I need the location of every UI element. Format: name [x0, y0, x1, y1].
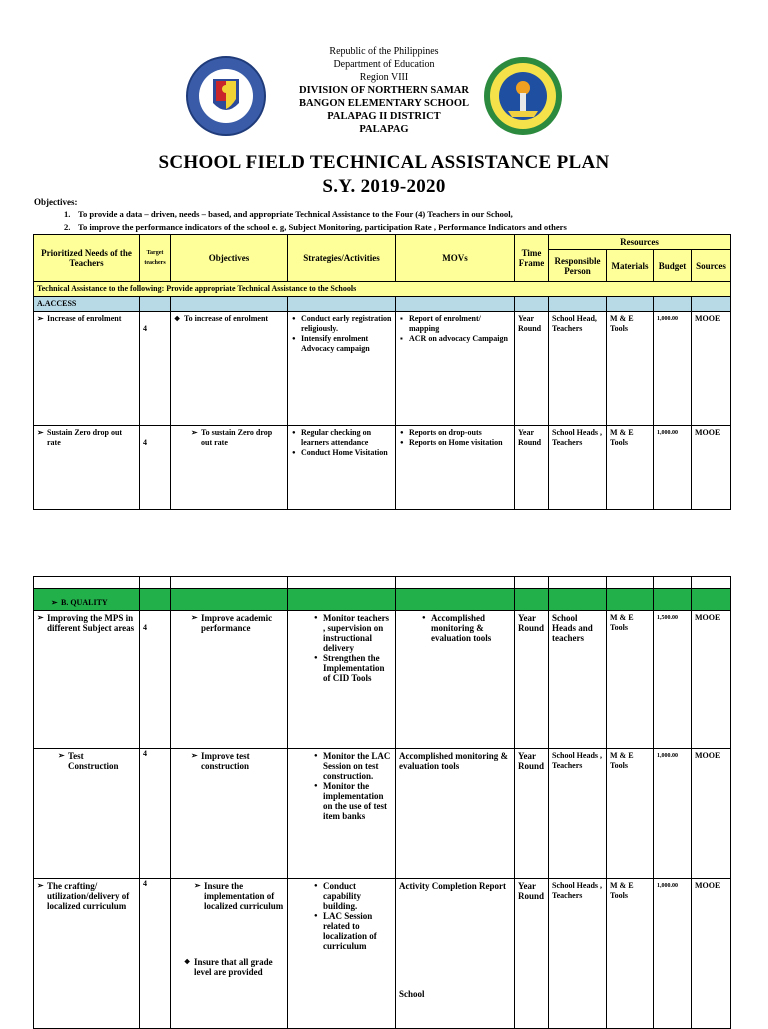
header-department: Department of Education	[333, 59, 435, 70]
header-timeframe: Time Frame	[515, 235, 549, 282]
page-title: SCHOOL FIELD TECHNICAL ASSISTANCE PLAN	[158, 152, 610, 173]
header-district: PALAPAG II DISTRICT	[327, 111, 441, 122]
table-row: ➢ Sustain Zero drop out rate 4 ➢ To sustain Zero drop out rate ● Regular checking on learners attendance ● Conduct Home Visitation ● Reports on drop-outs ● Reports on Home visitation Year Round School Heads , Teachers M & E Tools 1,000.00 MOOE	[34, 426, 731, 510]
header-town: PALAPAG	[359, 124, 409, 135]
objective-item-2: 2. To improve the performance indicators of the school e. g, Subject Monitoring, participation Rate , Performance Indicators and others	[64, 222, 567, 232]
header-responsible: Responsible Person	[549, 250, 607, 282]
header-region: Region VIII	[359, 72, 409, 83]
header-strategies: Strategies/Activities	[288, 235, 396, 282]
plan-table-quality	[33, 576, 731, 1029]
section-access: A.ACCESS	[34, 297, 140, 312]
header-resources: Resources	[549, 235, 731, 250]
header-sources: Sources	[692, 250, 731, 282]
header-movs: MOVs	[396, 235, 515, 282]
header-needs: Prioritized Needs of the Teachers	[34, 235, 140, 282]
header-objectives: Objectives	[171, 235, 288, 282]
header-division: DIVISION OF NORTHERN SAMAR	[299, 85, 469, 96]
table-row: ➢ Increase of enrolment 4 ❖ To increase of enrolment ● Conduct early registration religiously. ● Intensify enrolment Advocacy campaign ▪ Report of enrolment/ mapping ▪ ACR on advocacy Campaign Year Round School Head, Teachers M & E Tools 1,000.00 MOOE	[34, 312, 731, 426]
header-materials: Materials	[607, 250, 654, 282]
plan-table-access	[33, 234, 731, 510]
section-quality: ➢ B. QUALITY	[61, 598, 136, 608]
ta-banner: Technical Assistance to the following: Provide appropriate Technical Assistance to the Schools	[34, 282, 731, 297]
table-row: ➢ Test Construction 4 ➢ Improve test construction ● Monitor the LAC Session on test construction. ● Monitor the implementation on the use of test item banks Accomplished monitoring & evaluation tools Year Round School Heads , Teachers M & E Tools 1,000.00 MOOE	[34, 749, 731, 879]
table-row: ➢ The crafting/ utilization/delivery of localized curriculum 4 ➢ Insure the implementation of localized curriculum ❖ Insure that all grade level are provided ● Conduct capability building. ● LAC Session related to localization of curriculum Activity Completion Report School Year Round School Heads , Teachers M & E Tools 1,000.00 MOOE	[34, 879, 731, 1029]
table-row: ➢ Improving the MPS in different Subject areas 4 ➢ Improve academic performance ● Monitor teachers , supervision on instructional delivery ● Strengthen the Implementation of CID Tools ● Accomplished monitoring & evaluation tools Year Round School Heads and teachers M & E Tools 1,500.00 MOOE	[34, 611, 731, 749]
page-subtitle: S.Y. 2019-2020	[322, 176, 446, 197]
objective-item-1: 1. To provide a data – driven, needs – based, and appropriate Technical Assistance to the Four (4) Teachers in our School,	[64, 209, 513, 219]
header-budget: Budget	[654, 250, 692, 282]
header-school: BANGON ELEMENTARY SCHOOL	[299, 98, 469, 109]
objectives-heading: Objectives:	[34, 197, 78, 207]
header-republic: Republic of the Philippines	[329, 46, 439, 57]
header-target: Target teachers	[140, 235, 171, 282]
